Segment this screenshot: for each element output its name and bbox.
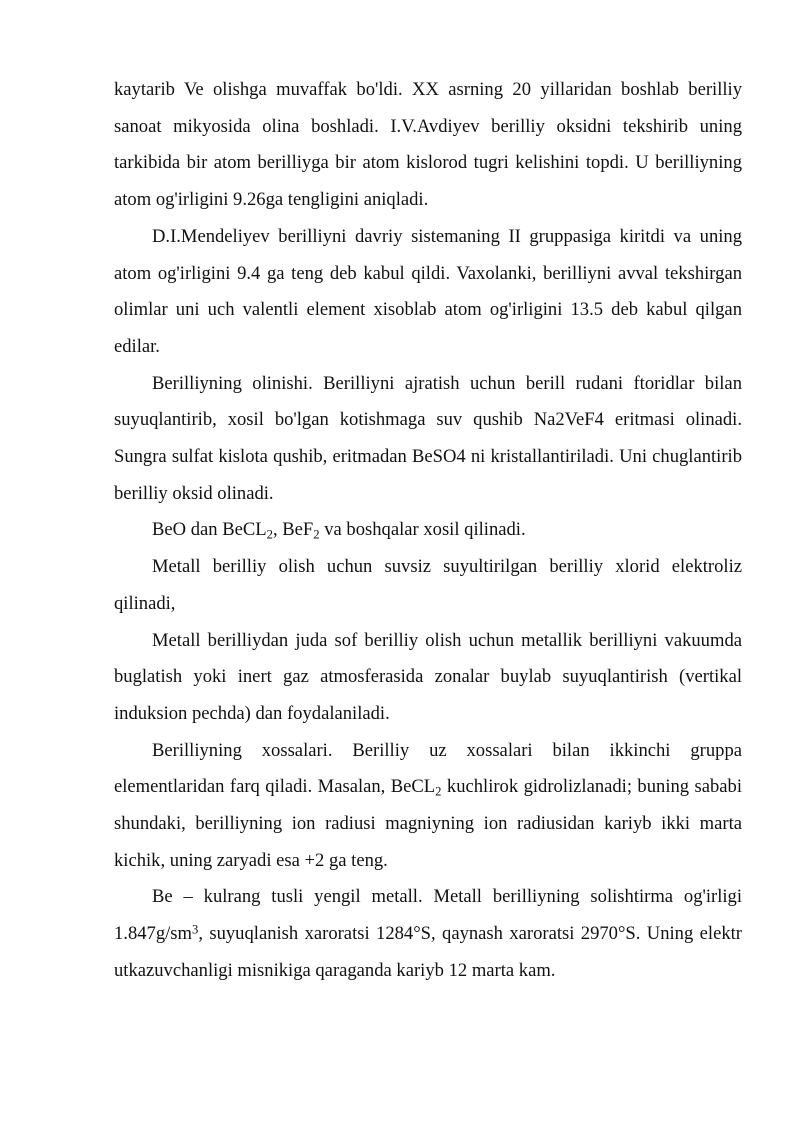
- text-segment: BeO dan BeCL: [152, 519, 267, 541]
- text-segment: Berilliyning xossalari. Berilliy uz xossalari bilan ikkinchi gruppa elementlaridan farq qiladi. Masalan, BeCL: [114, 739, 742, 798]
- paragraph: [114, 219, 742, 366]
- paragraph: [114, 733, 742, 880]
- paragraph: [114, 879, 742, 989]
- text-segment: , BeF: [272, 519, 314, 541]
- paragraph: [114, 366, 742, 513]
- text-segment: Metall berilliydan juda sof berilliy olish uchun metallik berilliyni vakuumda buglatish yoki inert gaz atmosferasida zonalar buylab suyuqlantirish (vertikal induksion pechda) dan foydalaniladi.: [114, 629, 742, 724]
- text-segment: kaytarib Ve olishga muvaffak bo'ldi. XX asrning 20 yillaridan boshlab berilliy sanoat mikyosida olina boshladi. I.V.Avdiyev berilliy oksidni tekshirib uning tarkibida bir atom berilliyga bir atom kislorod tugri kelishini topdi. U berilliyning atom og'irligini 9.26ga tengligini aniqladi.: [114, 79, 742, 211]
- paragraph: [114, 72, 742, 219]
- subscript: 2: [313, 527, 320, 542]
- text-segment: va boshqalar xosil qilinadi.: [319, 519, 526, 541]
- text-segment: Be – kulrang tusli yengil metall. Metall berilliyning solishtirma og'irligi 1.847g/sm: [114, 886, 742, 945]
- document-page: [114, 72, 742, 990]
- text-segment: Berilliyning olinishi. Berilliyni ajratish uchun berill rudani ftoridlar bilan suyuqlantirib, xosil bo'lgan kotishmaga suv qushib Na2VeF4 eritmasi olinadi. Sungra sulfat kislota qushib, eritmadan BeSO4 ni kristallantiriladi. Uni chuglantirib berilliy oksid olinadi.: [114, 372, 742, 504]
- subscript: 2: [435, 784, 442, 799]
- paragraph: [114, 512, 742, 549]
- subscript: 2: [266, 527, 273, 542]
- text-segment: Metall berilliy olish uchun suvsiz suyultirilgan berilliy xlorid elektroliz qilinadi,: [114, 556, 742, 614]
- paragraph: [114, 623, 742, 733]
- superscript: 3: [192, 922, 199, 937]
- paragraph: [114, 549, 742, 622]
- text-segment: , suyuqlanish xaroratsi 1284°S, qaynash xaroratsi 2970°S. Uning elektr utkazuvchanligi misnikiga qaraganda kariyb 12 marta kam.: [114, 923, 742, 981]
- text-segment: D.I.Mendeliyev berilliyni davriy sistemaning II gruppasiga kiritdi va uning atom og'irligini 9.4 ga teng deb kabul qildi. Vaxolanki, berilliyni avval tekshirgan olimlar uni uch valentli element xisoblab atom og'irligini 13.5 deb kabul qilgan edilar.: [114, 225, 742, 357]
- text-segment: kuchlirok gidrolizlanadi; buning sababi shundaki, berilliyning ion radiusi magniyning ion radiusidan kariyb ikki marta kichik, uning zaryadi esa +2 ga teng.: [114, 776, 743, 871]
